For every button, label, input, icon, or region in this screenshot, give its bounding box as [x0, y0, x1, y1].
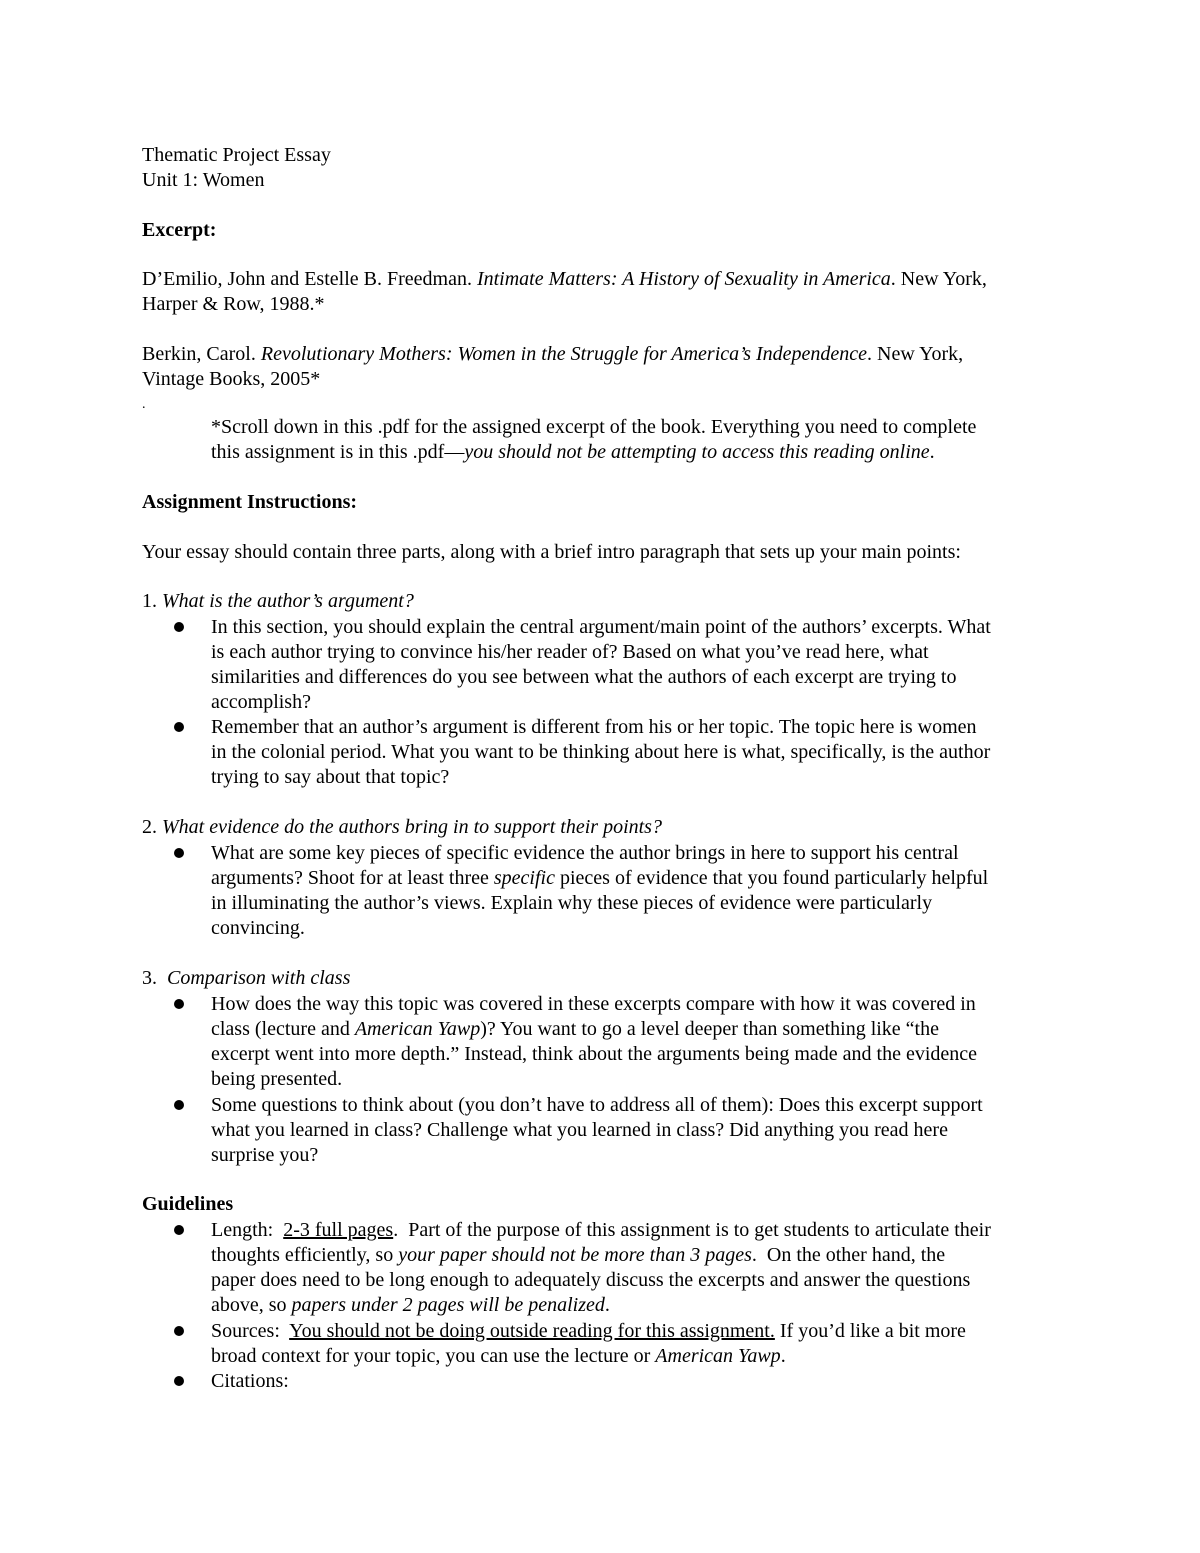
excerpt-heading: Excerpt: [142, 219, 217, 241]
part-3-bullet-1-line-4: being presented. [211, 1068, 343, 1090]
part-3-title: Comparison with class [167, 967, 351, 989]
bullet-icon [174, 1376, 184, 1386]
part-1-heading [142, 589, 414, 614]
document-title: Thematic Project Essay [142, 144, 331, 166]
length-line-4-c: . [604, 1294, 610, 1316]
citations-label: Citations: [211, 1370, 289, 1392]
sources-line-1-rest: If you’d like a bit more [774, 1320, 966, 1342]
length-line-3: paper does need to be long enough to adequately discuss the excerpts and answer the questions [211, 1269, 971, 1291]
citation-2-line-1 [142, 342, 963, 367]
part-1-bullet-1-line-1: In this section, you should explain the central argument/main point of the authors’ excerpts. What [211, 616, 991, 638]
bullet-icon [174, 722, 184, 732]
note-line-1: *Scroll down in this .pdf for the assigned excerpt of the book. Everything you need to complete [211, 416, 977, 438]
bullet-icon [174, 848, 184, 858]
part-3-number: 3. [142, 967, 157, 989]
sources-line-2-emphasis: American Yawp [655, 1345, 781, 1367]
length-line-2-emphasis: your paper should not be more than 3 pages [398, 1244, 752, 1266]
part-2-bullet-1-line-3: in illuminating the author’s views. Explain why these pieces of evidence were particularly [211, 892, 933, 914]
part-3-line-2-emphasis: American Yawp [354, 1018, 481, 1040]
length-line-4-a: above, so [211, 1294, 292, 1316]
length-line-2-c: . On the other hand, the [751, 1244, 946, 1266]
bullet-icon [174, 1326, 184, 1336]
part-1-bullet-1-line-4: accomplish? [211, 691, 311, 713]
part-2-heading [142, 815, 662, 840]
citation-2-line-2: Vintage Books, 2005* [142, 368, 321, 390]
part-3-bullet-1-line-3: excerpt went into more depth.” Instead, think about the arguments being made and the evidence [211, 1043, 978, 1065]
sources-line-2-a: broad context for your topic, you can use the lecture or [211, 1345, 656, 1367]
part-1-bullet-2-line-1: Remember that an author’s argument is different from his or her topic. The topic here is women [211, 716, 977, 738]
part-3-line-2-c: )? You want to go a level deeper than something like “the [480, 1018, 939, 1040]
part-3-bullet-1-line-1: How does the way this topic was covered in these excerpts compare with how it was covered in [211, 993, 976, 1015]
part-2-line-2-c: pieces of evidence that you found particularly helpful [554, 867, 989, 889]
unit-label: Unit 1: Women [142, 169, 265, 191]
part-2-number: 2. [142, 816, 157, 838]
sources-line-2-c: . [780, 1345, 786, 1367]
bullet-icon [174, 1225, 184, 1235]
length-line-4 [211, 1293, 610, 1318]
length-requirement: 2-3 full pages [283, 1219, 394, 1241]
length-line-1-rest: . Part of the purpose of this assignment is to get students to articulate their [393, 1219, 991, 1241]
part-3-line-2-a: class (lecture and [211, 1018, 355, 1040]
sources-label: Sources: [211, 1320, 290, 1342]
bullet-icon [174, 622, 184, 632]
assignment-heading: Assignment Instructions: [142, 491, 358, 513]
part-3-heading [142, 966, 350, 991]
part-1-title: What is the author’s argument? [162, 590, 414, 612]
note-line-2-a: this assignment is in this .pdf— [211, 441, 465, 463]
part-2-bullet-1-line-2 [211, 866, 988, 891]
note-line-2 [211, 440, 935, 465]
sources-requirement: You should not be doing outside reading for this assignment. [289, 1320, 775, 1342]
part-3-bullet-1-line-2 [211, 1017, 939, 1042]
guidelines-heading: Guidelines [142, 1193, 234, 1215]
bullet-icon [174, 999, 184, 1009]
citation-1-line-2: Harper & Row, 1988.* [142, 293, 325, 315]
length-line-1 [211, 1218, 991, 1243]
sources-line-2 [211, 1344, 786, 1369]
part-3-bullet-2-line-1: Some questions to think about (you don’t have to address all of them): Does this excerpt support [211, 1094, 983, 1116]
part-3-bullet-2-line-2: what you learned in class? Challenge what you learned in class? Did anything you read here [211, 1119, 948, 1141]
stray-dot: . [142, 397, 146, 412]
part-1-bullet-1-line-3: similarities and differences do you see between what the authors of each excerpt are trying to [211, 666, 957, 688]
part-2-title: What evidence do the authors bring in to support their points? [162, 816, 662, 838]
length-line-4-emphasis: papers under 2 pages will be penalized [291, 1294, 605, 1316]
note-line-2-emphasis: you should not be attempting to access this reading online [464, 441, 930, 463]
citation-1-book-title: Intimate Matters: A History of Sexuality in America [476, 268, 891, 290]
bullet-icon [174, 1100, 184, 1110]
citation-2-rest: . New York, [867, 343, 964, 365]
part-2-bullet-1-line-1: What are some key pieces of specific evidence the author brings in here to support his central [211, 842, 959, 864]
part-2-line-2-a: arguments? Shoot for at least three [211, 867, 494, 889]
part-3-bullet-2-line-3: surprise you? [211, 1144, 319, 1166]
part-1-bullet-1-line-2: is each author trying to convince his/her reader of? Based on what you’ve read here, what [211, 641, 929, 663]
citation-1-rest: . New York, [890, 268, 987, 290]
part-2-line-2-emphasis: specific [493, 867, 555, 889]
sources-line-1 [211, 1319, 966, 1344]
citation-2-author: Berkin, Carol. [142, 343, 256, 365]
citation-1-authors: D’Emilio, John and Estelle B. Freedman. [142, 268, 472, 290]
note-line-2-end: . [929, 441, 935, 463]
length-line-2-a: thoughts efficiently, so [211, 1244, 399, 1266]
citation-2-book-title: Revolutionary Mothers: Women in the Struggle for America’s Independence [260, 343, 868, 365]
citation-1-line-1 [142, 267, 987, 292]
assignment-intro: Your essay should contain three parts, along with a brief intro paragraph that sets up your main points: [142, 541, 961, 563]
part-1-bullet-2-line-2: in the colonial period. What you want to be thinking about here is what, specifically, is the author [211, 741, 991, 763]
part-1-bullet-2-line-3: trying to say about that topic? [211, 766, 450, 788]
length-line-2 [211, 1243, 945, 1268]
part-1-number: 1. [142, 590, 157, 612]
part-2-bullet-1-line-4: convincing. [211, 917, 305, 939]
length-label: Length: [211, 1219, 284, 1241]
